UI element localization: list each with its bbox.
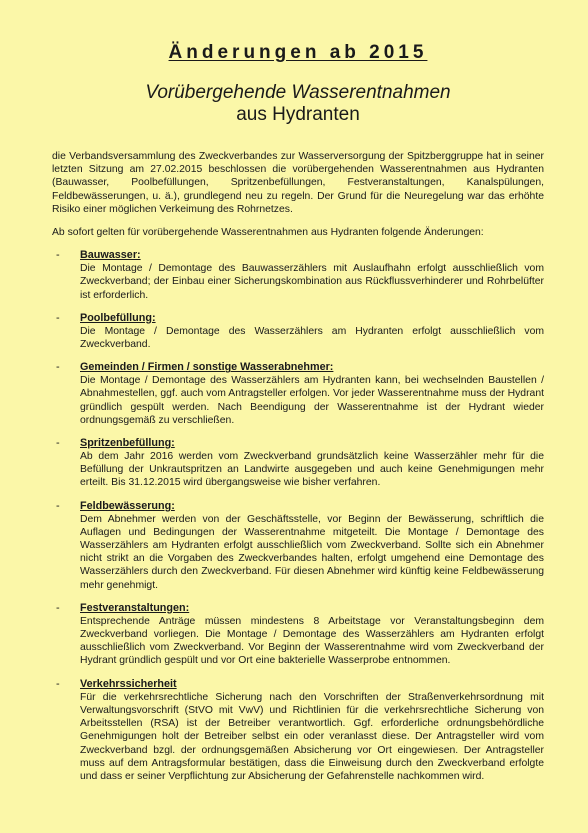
section-title: Verkehrssicherheit	[80, 677, 177, 690]
section-poolbefuellung	[52, 312, 544, 351]
section-title: Spritzenbefüllung:	[80, 437, 175, 450]
section-title: Poolbefüllung:	[80, 311, 156, 324]
section-body: Entsprechende Anträge müssen mindestens 8 Arbeitstage vor Veranstaltungsbeginn dem Zweckverband vorliegen. Die Montage / Demontage des Wasserzählers am Hydranten erfolgt ausschließlich vom Zweckverband. Vor Beginn der Wasserentnahme wird vom Zweckverband der Hydrant gründlich gespült und vor Ort eine bakterielle Wasserprobe entnommen.	[80, 615, 544, 667]
section-body: Ab dem Jahr 2016 werden vom Zweckverband grundsätzlich keine Wasserzähler mehr für die Befüllung der Unkrautspritzen an Landwirte ausgegeben und auch keine Genehmigungen mehr erteilt. Bis 31.12.2015 wird übergangsweise wie bisher verfahren.	[80, 451, 544, 489]
section-body: Die Montage / Demontage des Wasserzählers am Hydranten kann, bei wechselnden Baustellen / Abnahmestellen, ggf. auch vom Antragsteller erfolgen. Vor jeder Wasserentnahme muss der Hydrant gründlich gespült werden. Nach Beendigung der Wasserentnahme ist der Hydrant wieder ordnungsgemäß zu verschließen.	[80, 375, 544, 426]
section-bauwasser	[52, 249, 544, 302]
subtitle-line-1: Vorübergehende Wasserentnahmen	[145, 82, 451, 103]
section-title: Gemeinden / Firmen / sonstige Wasserabnehmer:	[80, 361, 334, 374]
document-subtitle	[52, 82, 544, 126]
section-gemeinden-firmen	[52, 361, 544, 427]
bullet-marker: -	[56, 361, 60, 374]
section-body: Dem Abnehmer werden von der Geschäftsstelle, vor Beginn der Bewässerung, schriftlich die Auflagen und Bedingungen der Wasserentnahme mitgeteilt. Die Montage / Demontage des Wasserzählers am Hydranten erfolgt ausschließlich vom Zweckverband. Sollte sich ein Abnehmer nicht strikt an die Vorgaben des Zweckverbandes halten, erfolgt umgehend eine Demontage des Wasserzählers durch den Zweckverband. Für diesen Abnehmer wird künftig keine Feldbewässerung mehr genehmigt.	[80, 513, 544, 591]
section-verkehrssicherheit	[52, 678, 544, 783]
section-festveranstaltungen	[52, 602, 544, 668]
section-body: Die Montage / Demontage des Bauwasserzählers mit Auslaufhahn erfolgt ausschließlich vom Zweckverband; der Einbau einer Sicherungskombination aus Rückflussverhinderer und Rohrbelüfter ist erforderlich.	[80, 263, 544, 301]
section-title: Feldbewässerung:	[80, 499, 175, 512]
bullet-marker: -	[56, 249, 60, 262]
section-list	[52, 249, 544, 783]
bullet-marker: -	[56, 677, 60, 690]
section-body: Die Montage / Demontage des Wasserzählers am Hydranten erfolgt ausschließlich vom Zweckverband.	[80, 325, 544, 351]
bullet-marker: -	[56, 601, 60, 614]
lead-paragraph: Ab sofort gelten für vorübergehende Wasserentnahmen aus Hydranten folgende Änderungen:	[52, 227, 484, 239]
bullet-marker: -	[56, 437, 60, 450]
bullet-marker: -	[56, 499, 60, 512]
section-body: Für die verkehrsrechtliche Sicherung nach den Vorschriften der Straßenverkehrsordnung mit Verwaltungsvorschrift (StVO mit VwV) und Richtlinien für die verkehrsrechtliche Sicherung von Arbeitsstellen (RSA) ist der Betreiber verantwortlich. Ggf. erforderliche ordnungsbehördliche Genehmigungen holt der Betreiber selbst ein oder veranlasst diese. Der Antragsteller wird vom Zweckverband bzgl. der ordnungsgemäßen Absicherung vor Ort eingewiesen. Der Antragsteller muss auf dem Antragsformular bestätigen, dass die Einweisung durch den Zweckverband erfolgte und dass er seiner Verpflichtung zur Absicherung der Gefahrenstelle nachkommen wird.	[80, 691, 544, 782]
section-title: Bauwasser:	[80, 249, 141, 262]
subtitle-line-2: aus Hydranten	[236, 104, 360, 125]
section-spritzenbefuellung	[52, 437, 544, 490]
bullet-marker: -	[56, 311, 60, 324]
section-title: Festveranstaltungen:	[80, 601, 190, 614]
document-heading: Änderungen ab 2015	[168, 42, 428, 63]
intro-paragraph: die Verbandsversammlung des Zweckverbandes zur Wasserversorgung der Spitzberggruppe hat in seiner letzten Sitzung am 27.02.2015 beschlossen die vorübergehenden Wasserentnahmen aus Hydranten (Bauwasser, Poolbefüllungen, Spritzenbefüllungen, Festveranstaltungen, Kanalspülungen, Feldbewässerungen, u. ä.), grundlegend neu zu regeln. Der Grund für die Neuregelung war das erhöhte Risiko einer möglichen Verkeimung des Rohrnetzes.	[52, 151, 544, 215]
section-feldbewaesserung	[52, 500, 544, 592]
